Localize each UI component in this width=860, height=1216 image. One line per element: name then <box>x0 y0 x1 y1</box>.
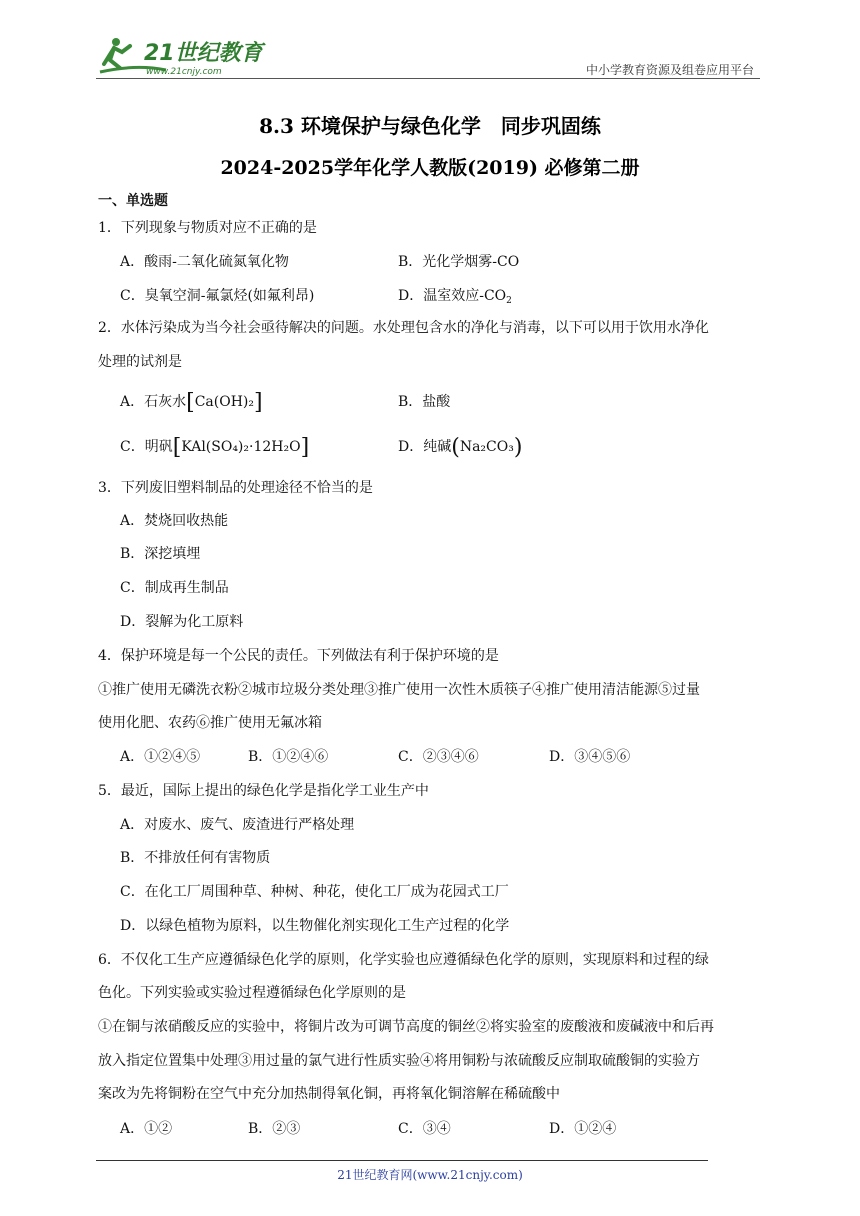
question-6-stem-line1: 6．不仅化工生产应遵循绿色化学的原则，化学实验也应遵循绿色化学的原则，实现原料和过程的绿 <box>98 952 709 968</box>
question-3-stem: 3．下列废旧塑料制品的处理途径不恰当的是 <box>98 480 373 496</box>
svg-text:www.21cnjy.com: www.21cnjy.com <box>146 67 222 77</box>
q2-option-b: B．盐酸 <box>398 394 451 410</box>
question-6-stem-line2: 色化。下列实验或实验过程遵循绿色化学原则的是 <box>98 985 406 1001</box>
q6-option-a: A．①② <box>120 1121 173 1137</box>
q4-option-a: A．①②④⑤ <box>120 749 201 765</box>
question-4-items-line1: ①推广使用无磷洗衣粉②城市垃圾分类处理③推广使用一次性木质筷子④推广使用清洁能源⑤过量 <box>98 682 700 698</box>
header-divider <box>96 78 760 79</box>
page-title: 8.3 环境保护与绿色化学 同步巩固练 <box>259 114 601 138</box>
page-subtitle: 2024-2025学年化学人教版(2019) 必修第二册 <box>220 157 640 179</box>
q4-option-b: B．①②④⑥ <box>248 749 329 765</box>
question-4-stem: 4．保护环境是每一个公民的责任。下列做法有利于保护环境的是 <box>98 648 499 664</box>
question-1-stem: 1．下列现象与物质对应不正确的是 <box>98 220 317 236</box>
q4-option-d: D．③④⑤⑥ <box>549 749 631 765</box>
q4-option-c: C．②③④⑥ <box>398 749 479 765</box>
logo-icon <box>96 34 266 78</box>
question-6-items-line2: 放入指定位置集中处理③用过量的氯气进行性质实验④将用铜粉与浓硫酸反应制取硫酸铜的实验方 <box>98 1053 700 1069</box>
q6-option-d: D．①②④ <box>549 1121 617 1137</box>
q2-option-d: D．纯碱(Na₂CO₃) <box>398 435 523 460</box>
question-5-stem: 5．最近，国际上提出的绿色化学是指化学工业生产中 <box>98 783 429 799</box>
q1-option-c: C．臭氧空洞-氟氯烃(如氟利昂) <box>120 288 315 304</box>
q1-option-d: D．温室效应$-CO_2$ <box>398 288 512 306</box>
q2-option-a: A．石灰水[Ca(OH)₂] <box>120 390 263 415</box>
q6-option-c: C．③④ <box>398 1121 451 1137</box>
page-header <box>96 34 760 80</box>
footer-divider <box>96 1160 708 1161</box>
section-heading: 一、单选题 <box>98 193 168 209</box>
question-4-items-line2: 使用化肥、农药⑥推广使用无氟冰箱 <box>98 715 322 731</box>
q6-option-b: B．②③ <box>248 1121 301 1137</box>
question-6-items-line3: 案改为先将铜粉在空气中充分加热制得氧化铜，再将氧化铜溶解在稀硫酸中 <box>98 1086 560 1102</box>
q5-option-c: C．在化工厂周围种草、种树、种花，使化工厂成为花园式工厂 <box>120 884 509 900</box>
footer-link[interactable]: 21世纪教育网(www.21cnjy.com) <box>337 1168 523 1182</box>
q2-option-c: C．明矾[KAl(SO₄)₂·12H₂O] <box>120 435 310 460</box>
q3-option-d: D．裂解为化工原料 <box>120 614 244 630</box>
q3-option-a: A．焚烧回收热能 <box>120 513 229 529</box>
platform-name: 中小学教育资源及组卷应用平台 <box>585 63 754 77</box>
svg-text:21世纪教育: 21世纪教育 <box>144 41 263 66</box>
q1-option-b: B．光化学烟雾-CO <box>398 254 520 270</box>
question-2-stem-line1: 2．水体污染成为当今社会亟待解决的问题。水处理包含水的净化与消毒，以下可以用于饮用水净化 <box>98 320 709 336</box>
q3-option-b: B．深挖填埋 <box>120 546 201 562</box>
q1-option-a: A．酸雨-二氧化硫氮氧化物 <box>120 254 289 270</box>
q3-option-c: C．制成再生制品 <box>120 580 229 596</box>
q5-option-b: B．不排放任何有害物质 <box>120 850 271 866</box>
question-6-items-line1: ①在铜与浓硝酸反应的实验中，将铜片改为可调节高度的铜丝②将实验室的废酸液和废碱液中和后再 <box>98 1019 714 1035</box>
q5-option-d: D．以绿色植物为原料，以生物催化剂实现化工生产过程的化学 <box>120 918 510 934</box>
question-2-stem-line2: 处理的试剂是 <box>98 354 182 370</box>
q5-option-a: A．对废水、废气、废渣进行严格处理 <box>120 817 355 833</box>
